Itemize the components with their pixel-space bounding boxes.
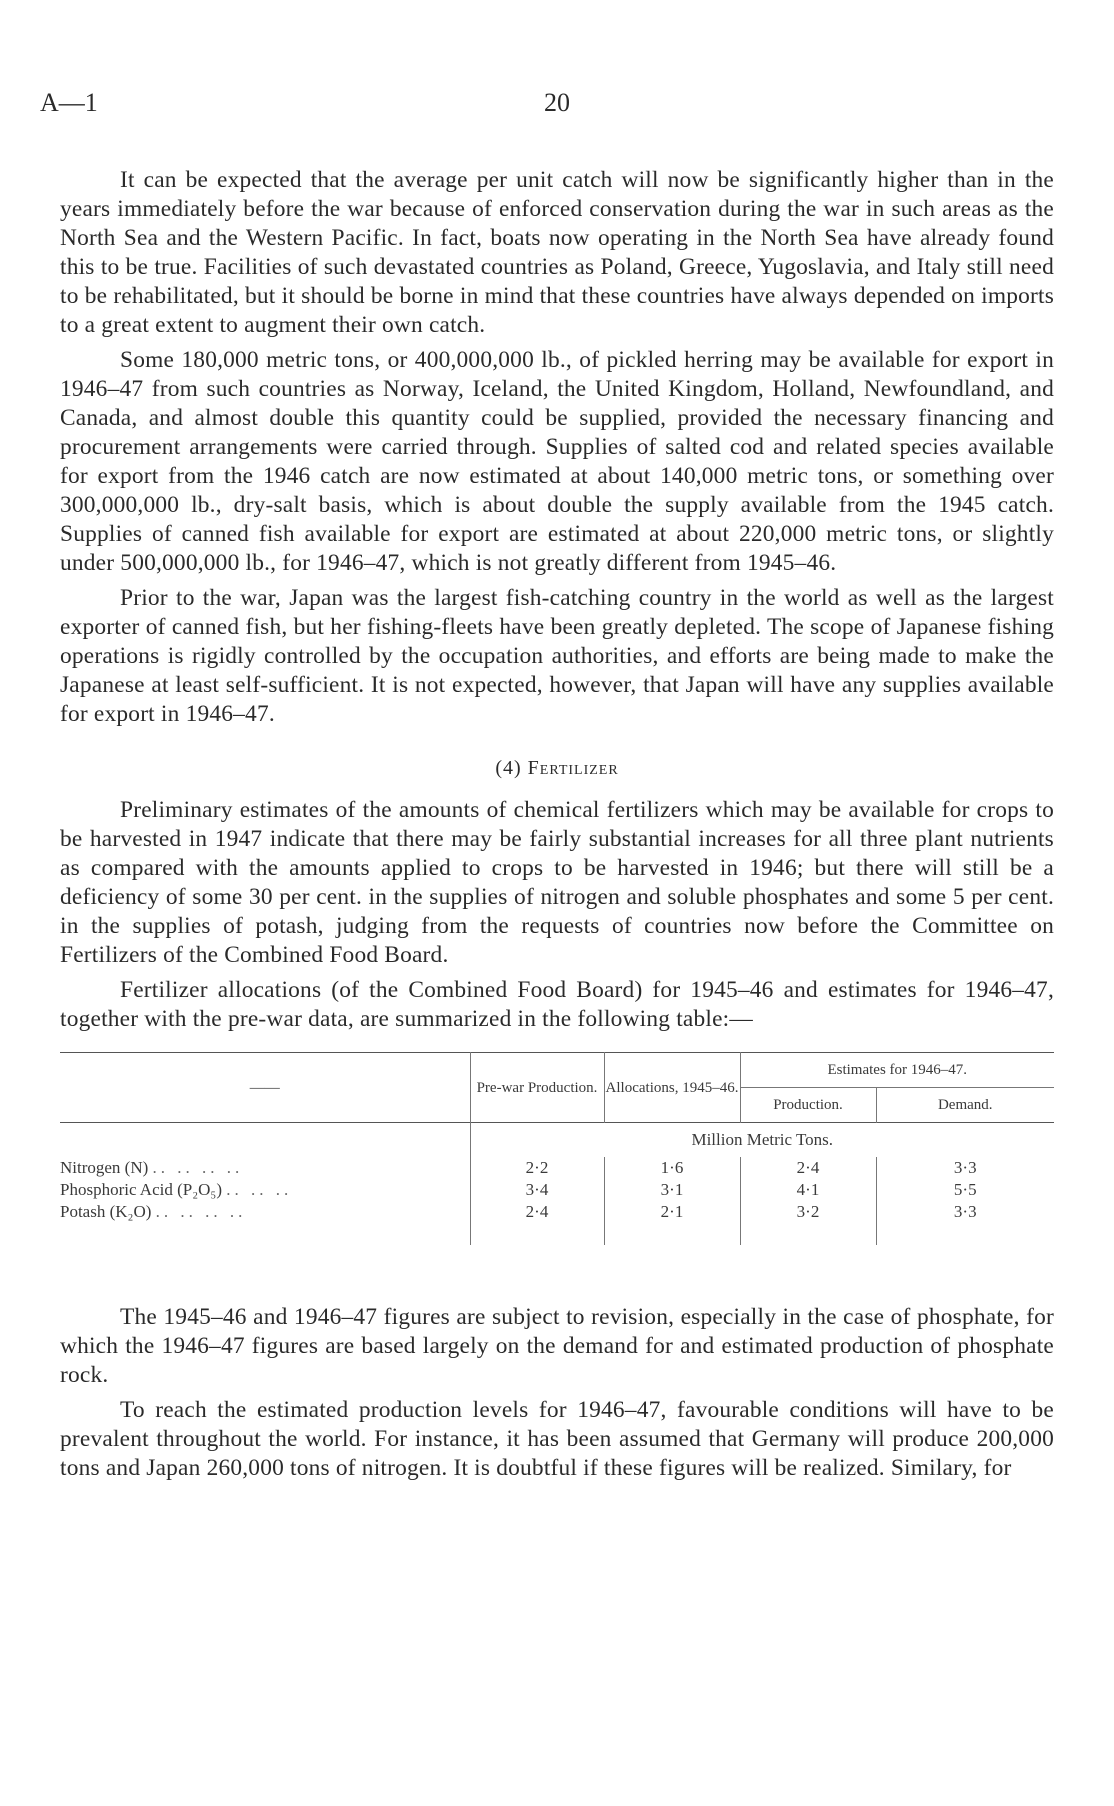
paragraph-herring: Some 180,000 metric tons, or 400,000,000 lb., of pickled herring may be available for export in 1946–47 from such countries as Norway, Iceland, the United Kingdom, Holland, Newfoundland, and Canada, and almost double this quantity could be supplied, provided the necessary financing and procurement arrangements were carried through. Supplies of salted cod and related species available for export from the 1946 catch are now estimated at about 140,000 metric tons, or something over 300,000,000 lb., dry-salt basis, which is about double the supply available from the 1945 catch. Supplies of canned fish available for export are estimated at about 220,000 metric tons, or slightly under 500,000,000 lb., for 1946–47, which is not greatly different from 1945–46. xyxy=(60,347,1054,576)
leader-dots: .. .. .. .. xyxy=(152,1158,244,1177)
row-label-nitrogen: Nitrogen (N) xyxy=(60,1158,149,1177)
col-prewar-production: Pre-war Production. xyxy=(470,1053,604,1123)
cell-demand: 3·3 xyxy=(876,1201,1054,1223)
table-row xyxy=(60,1201,1054,1223)
cell-alloc: 1·6 xyxy=(604,1157,740,1179)
cell-production: 3·2 xyxy=(740,1201,876,1223)
row-label-potash: Potash (K₂O) xyxy=(60,1202,152,1221)
cell-production: 4·1 xyxy=(740,1179,876,1201)
paragraph-estimates: Preliminary estimates of the amounts of chemical fertilizers which may be available for crops to be harvested in 1947 indicate that there may be fairly substantial increases for all three plant nutrients as compared with the amounts applied to crops to be harvested in 1946; but there will still be a deficiency of some 30 per cent. in the supplies of nitrogen and soluble phosphates and some 5 per cent. in the supplies of potash, judging from the requests of countries now before the Committee on Fertilizers of the Combined Food Board. xyxy=(60,797,1054,968)
cell-demand: 5·5 xyxy=(876,1179,1054,1201)
row-label-phosphoric-acid: Phosphoric Acid (P₂O₅) xyxy=(60,1180,223,1199)
cell-alloc: 3·1 xyxy=(604,1179,740,1201)
leader-dots: .. .. .. xyxy=(226,1180,293,1199)
section-title: Fertilizer xyxy=(527,757,619,779)
paragraph-allocations: Fertilizer allocations (of the Combined Food Board) for 1945–46 and estimates for 1946–47, together with the pre-war data, are summarized in the following table:— xyxy=(60,977,1054,1032)
col-allocations: Allocations, 1945–46. xyxy=(604,1053,740,1123)
cell-demand: 3·3 xyxy=(876,1157,1054,1179)
cell-prewar: 2·2 xyxy=(470,1157,604,1179)
units-label: Million Metric Tons. xyxy=(470,1123,1054,1158)
paragraph-production-levels: To reach the estimated production levels for 1946–47, favourable conditions will have to be prevalent throughout the world. For instance, it has been assumed that Germany will produce 200,000 tons and Japan 260,000 tons of nitrogen. It is doubtful if these figures will be realized. Similary, for xyxy=(60,1397,1054,1481)
cell-prewar: 3·4 xyxy=(470,1179,604,1201)
col-demand: Demand. xyxy=(876,1088,1054,1123)
section-number: (4) xyxy=(495,757,522,779)
cell-alloc: 2·1 xyxy=(604,1201,740,1223)
paragraph-revision: The 1945–46 and 1946–47 figures are subject to revision, especially in the case of phosphate, for which the 1946–47 figures are based largely on the demand for and estimated production of phosphate rock. xyxy=(60,1304,1054,1388)
page-header xyxy=(40,88,1074,124)
leader-dots: .. .. .. .. xyxy=(155,1202,247,1221)
table-row xyxy=(60,1179,1054,1201)
fertilizer-table xyxy=(60,1052,1054,1245)
page-number: 20 xyxy=(544,88,570,117)
blank-header: —— xyxy=(249,1079,280,1096)
paragraph-catch: It can be expected that the average per unit catch will now be significantly higher than in the years immediately before the war because of enforced conservation during the war in such areas as the North Sea and the Western Pacific. In fact, boats now operating in the North Sea have already found this to be true. Facilities of such devastated countries as Poland, Greece, Yugoslavia, and Italy still need to be rehabilitated, but it should be borne in mind that these countries have always depended on imports to a great extent to augment their own catch. xyxy=(60,167,1054,338)
paragraph-japan: Prior to the war, Japan was the largest fish-catching country in the world as well as the largest exporter of canned fish, but her fishing-fleets have been greatly depleted. The scope of Japanese fishing operations is rigidly controlled by the occupation authorities, and efforts are being made to make the Japanese at least self-sufficient. It is not expected, however, that Japan will have any supplies available for export in 1946–47. xyxy=(60,585,1054,727)
document-code: A—1 xyxy=(40,88,98,117)
cell-production: 2·4 xyxy=(740,1157,876,1179)
table-row xyxy=(60,1157,1054,1179)
cell-prewar: 2·4 xyxy=(470,1201,604,1223)
body-text xyxy=(60,166,1054,1489)
col-estimates-group: Estimates for 1946–47. xyxy=(740,1053,1054,1088)
section-heading xyxy=(60,757,1054,780)
col-production: Production. xyxy=(740,1088,876,1123)
